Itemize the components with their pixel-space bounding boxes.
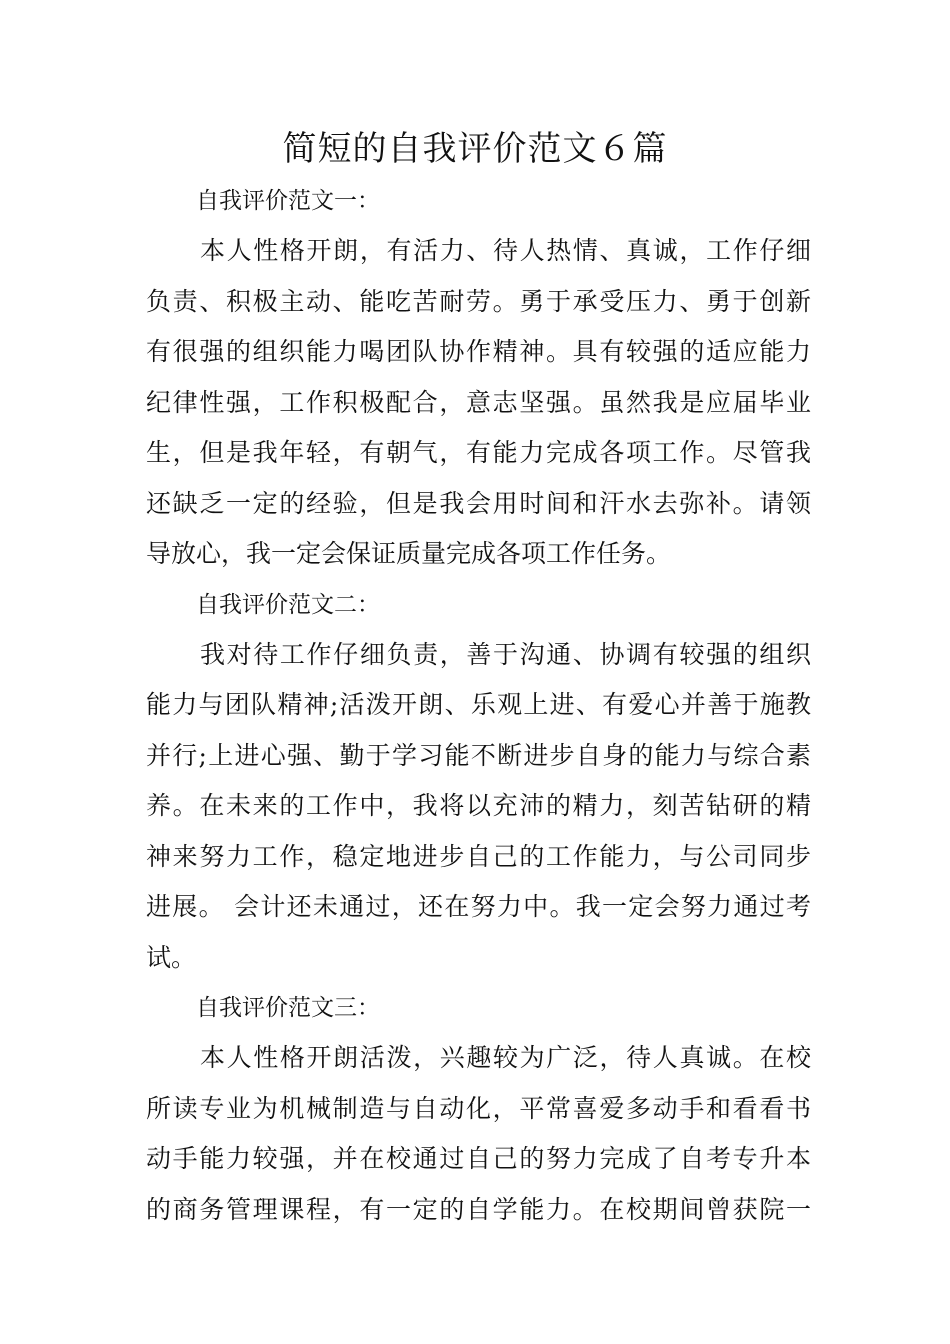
paragraph-line: 本人性格开朗，有活力、待人热情、真诚，工作仔细 — [200, 236, 811, 265]
section-3 — [146, 983, 811, 1235]
paragraph-line: 进展。 会计还未通过，还在努力中。我一定会努力通过考 — [146, 892, 811, 921]
paragraph-line: 试。 — [146, 942, 197, 972]
paragraph-line: 有很强的组织能力喝团队协作精神。具有较强的适应能力 — [146, 337, 811, 366]
section-heading: 自我评价范文三： — [196, 995, 380, 1021]
paragraph-line: 神来努力工作，稳定地进步自己的工作能力，与公司同步 — [146, 841, 811, 871]
paragraph-line: 负责、积极主动、能吃苦耐劳。勇于承受压力、勇于创新 — [146, 286, 811, 316]
section-1 — [146, 176, 811, 580]
paragraph-line: 养。在未来的工作中，我将以充沛的精力，刻苦钻研的精 — [146, 791, 811, 820]
section-paragraph — [146, 226, 811, 580]
document-title: 简短的自我评价范文６篇 — [282, 129, 668, 169]
paragraph-line: 动手能力较强，并在校通过自己的努力完成了自考专升本 — [146, 1144, 811, 1173]
paragraph-line: 纪律性强，工作积极配合，意志坚强。虽然我是应届毕业 — [146, 387, 811, 417]
section-heading: 自我评价范文一： — [196, 188, 380, 214]
paragraph-line: 本人性格开朗活泼，兴趣较为广泛，待人真诚。在校 — [200, 1043, 811, 1072]
paragraph-line: 生，但是我年轻，有朝气，有能力完成各项工作。尽管我 — [146, 438, 811, 467]
document-body — [146, 176, 811, 1235]
paragraph-line: 我对待工作仔细负责，善于沟通、协调有较强的组织 — [200, 639, 811, 669]
section-2 — [146, 580, 811, 984]
paragraph-line: 还缺乏一定的经验，但是我会用时间和汗水去弥补。请领 — [146, 488, 811, 518]
paragraph-line: 能力与团队精神;活泼开朗、乐观上进、有爱心并善于施教 — [146, 690, 811, 719]
paragraph-line: 所读专业为机械制造与自动化，平常喜爱多动手和看看书 — [146, 1093, 811, 1123]
section-paragraph — [146, 630, 811, 984]
paragraph-line: 导放心，我一定会保证质量完成各项工作任务。 — [146, 539, 672, 568]
paragraph-line: 的商务管理课程，有一定的自学能力。在校期间曾获院一 — [146, 1194, 811, 1224]
section-heading: 自我评价范文二： — [196, 591, 380, 618]
section-paragraph — [146, 1033, 811, 1235]
paragraph-line: 并行;上进心强、勤于学习能不断进步自身的能力与综合素 — [146, 740, 811, 770]
